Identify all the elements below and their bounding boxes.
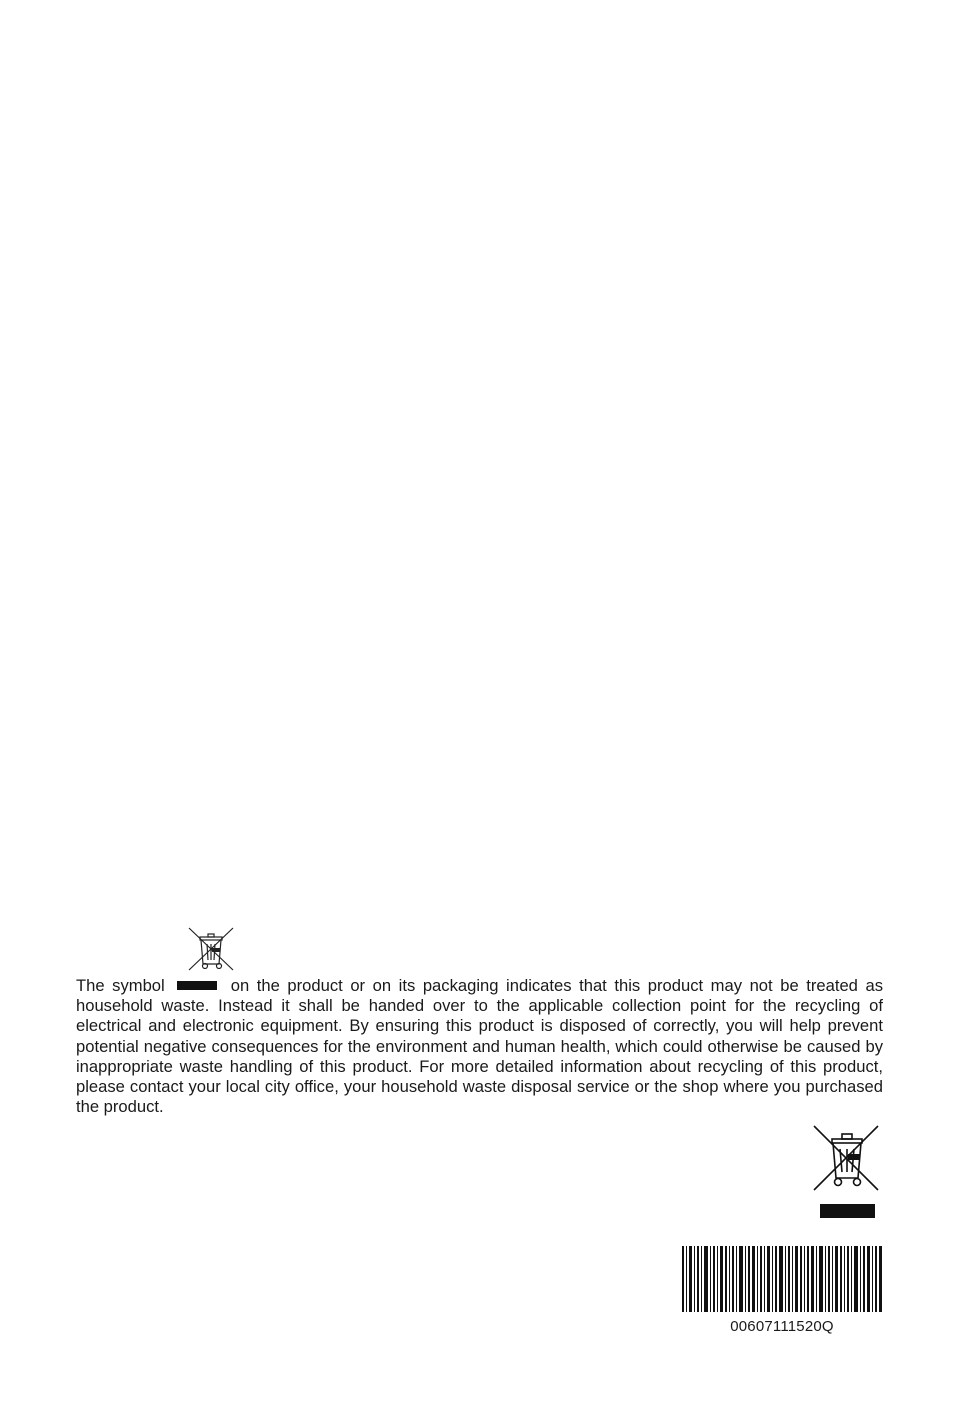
weee-bin-large-icon [812, 1124, 880, 1192]
weee-bin-small-icon [186, 926, 236, 972]
notice-body-text: on the product or on its packaging indicates that this product may not be treated as household waste. Instead it shall be handed over to the applicable collection point for the recycling of electrical and electronic equipment. By ensuring this product is disposed of correctly, you will help prevent potential negative consequences for the environment and human health, which could otherwise be caused by inappropriate waste handling of this product. For more detailed information about recycling of this product, please contact your local city office, your household waste disposal service or the shop where you purchased the product. [76, 976, 884, 1117]
notice-lead-text: The symbol [76, 976, 165, 995]
weee-large-bar [820, 1204, 875, 1218]
weee-symbol-bar-icon [177, 981, 217, 990]
weee-disposal-notice [76, 976, 883, 1117]
barcode-number: 00607111520Q [730, 1318, 834, 1335]
barcode-icon [682, 1246, 882, 1312]
